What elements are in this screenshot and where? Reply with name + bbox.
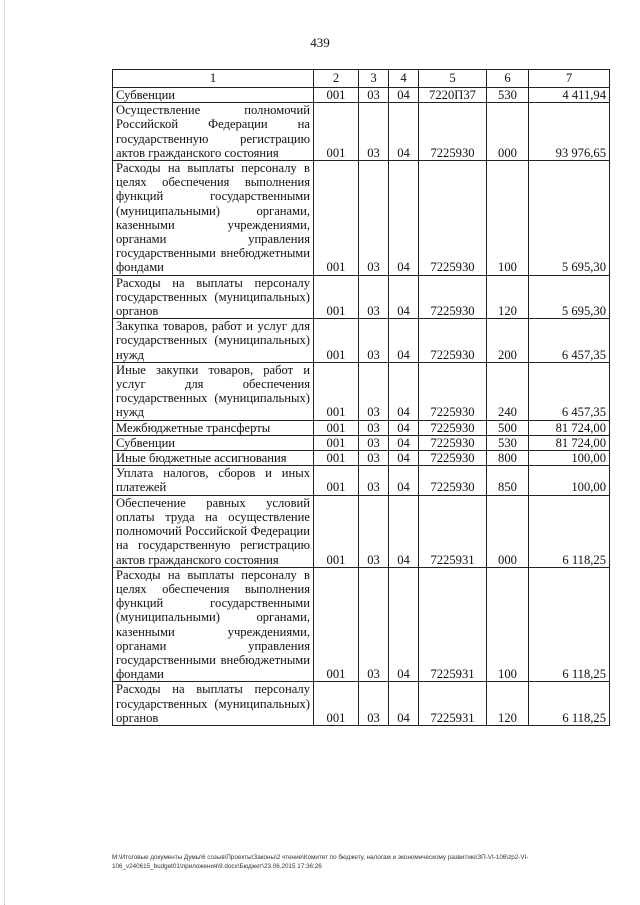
row-col-5: 7225930 [419,420,487,435]
row-col-5: 7225930 [419,319,487,363]
row-col-3: 03 [359,161,389,276]
row-col-2: 001 [314,420,359,435]
row-amount: 6 457,35 [529,319,610,363]
row-col-5: 7225930 [419,161,487,276]
row-amount: 5 695,30 [529,161,610,276]
row-name: Расходы на выплаты персоналу государственных (муниципальных) органов [113,275,314,319]
header-col-1: 1 [113,70,314,88]
file-path-footer: M:\Итоговые документы Думы\6 созыв\Проекты\Законы\2 чтение\Комитет по бюджету, налогам и экономическому развитию\ЗП-VI-106\zp2-VI-106_v240615_budget01\приложения\9.docx\Бюджет\23.06.2015 17:36:26 [112,854,529,870]
table-row [113,103,610,161]
row-col-5: 7225930 [419,275,487,319]
row-col-4: 04 [389,88,419,103]
table-row [113,435,610,450]
row-amount: 81 724,00 [529,420,610,435]
row-col-3: 03 [359,567,389,682]
table-row [113,567,610,682]
row-col-2: 001 [314,435,359,450]
row-col-6: 240 [487,362,529,420]
row-col-4: 04 [389,495,419,567]
row-name: Расходы на выплаты персоналу государственных (муниципальных) органов [113,682,314,726]
row-name: Субвенции [113,88,314,103]
row-col-4: 04 [389,362,419,420]
row-col-6: 000 [487,495,529,567]
row-col-6: 000 [487,103,529,161]
row-col-2: 001 [314,319,359,363]
row-col-2: 001 [314,362,359,420]
row-col-6: 850 [487,466,529,495]
row-col-4: 04 [389,682,419,726]
row-col-3: 03 [359,420,389,435]
row-col-6: 500 [487,420,529,435]
row-name: Субвенции [113,435,314,450]
row-col-5: 7225931 [419,567,487,682]
row-amount: 100,00 [529,466,610,495]
row-col-4: 04 [389,567,419,682]
row-col-2: 001 [314,103,359,161]
row-col-5: 7225931 [419,682,487,726]
table-row [113,161,610,276]
page-number: 439 [310,35,330,50]
row-col-6: 200 [487,319,529,363]
table-body [113,88,610,726]
table-row [113,682,610,726]
row-name: Иные закупки товаров, работ и услуг для обеспечения государственных (муниципальных) нужд [113,362,314,420]
row-col-3: 03 [359,682,389,726]
header-col-6: 6 [487,70,529,88]
row-name: Расходы на выплаты персоналу в целях обеспечения выполнения функций государственными (муниципальными) органами, казенными учреждениями, органами управления государственными внебюджетными фондами [113,161,314,276]
table-row [113,495,610,567]
header-col-5: 5 [419,70,487,88]
row-amount: 100,00 [529,451,610,466]
row-amount: 6 118,25 [529,682,610,726]
row-col-2: 001 [314,682,359,726]
table-row [113,451,610,466]
row-col-3: 03 [359,495,389,567]
row-col-3: 03 [359,466,389,495]
header-col-7: 7 [529,70,610,88]
row-col-6: 120 [487,275,529,319]
table-row [113,420,610,435]
row-col-3: 03 [359,103,389,161]
row-amount: 93 976,65 [529,103,610,161]
table-header-row [113,70,610,88]
header-col-4: 4 [389,70,419,88]
row-col-4: 04 [389,435,419,450]
row-col-5: 7225930 [419,451,487,466]
table-row [113,362,610,420]
row-name: Межбюджетные трансферты [113,420,314,435]
table-row [113,275,610,319]
table-row [113,319,610,363]
row-name: Расходы на выплаты персоналу в целях обеспечения выполнения функций государственными (муниципальными) органами, казенными учреждениями, органами управления государственными внебюджетными фондами [113,567,314,682]
row-col-6: 530 [487,435,529,450]
row-col-3: 03 [359,319,389,363]
row-col-2: 001 [314,466,359,495]
row-col-4: 04 [389,161,419,276]
row-col-3: 03 [359,451,389,466]
row-col-2: 001 [314,88,359,103]
row-col-4: 04 [389,451,419,466]
row-col-6: 120 [487,682,529,726]
row-col-3: 03 [359,362,389,420]
row-col-4: 04 [389,420,419,435]
table-row [113,88,610,103]
scan-edge [4,0,6,905]
row-amount: 4 411,94 [529,88,610,103]
row-col-6: 530 [487,88,529,103]
row-col-2: 001 [314,567,359,682]
row-col-5: 7225931 [419,495,487,567]
row-col-6: 100 [487,567,529,682]
row-col-5: 7225930 [419,466,487,495]
row-col-5: 7225930 [419,103,487,161]
row-col-6: 800 [487,451,529,466]
row-name: Закупка товаров, работ и услуг для государственных (муниципальных) нужд [113,319,314,363]
row-col-2: 001 [314,451,359,466]
row-amount: 6 118,25 [529,495,610,567]
row-col-5: 7225930 [419,435,487,450]
row-col-4: 04 [389,103,419,161]
row-col-4: 04 [389,275,419,319]
row-amount: 5 695,30 [529,275,610,319]
row-col-5: 7225930 [419,362,487,420]
row-col-2: 001 [314,161,359,276]
row-name: Обеспечение равных условий оплаты труда на осуществление полномочий Российской Федерации на государственную регистрацию актов гражданского состояния [113,495,314,567]
row-col-4: 04 [389,319,419,363]
header-col-3: 3 [359,70,389,88]
row-col-4: 04 [389,466,419,495]
row-name: Уплата налогов, сборов и иных платежей [113,466,314,495]
table-row [113,466,610,495]
row-col-5: 7220П37 [419,88,487,103]
row-amount: 6 457,35 [529,362,610,420]
row-amount: 81 724,00 [529,435,610,450]
row-col-3: 03 [359,88,389,103]
row-col-6: 100 [487,161,529,276]
row-name: Осуществление полномочий Российской Федерации на государственную регистрацию актов гражданского состояния [113,103,314,161]
row-amount: 6 118,25 [529,567,610,682]
row-col-3: 03 [359,275,389,319]
row-col-2: 001 [314,495,359,567]
row-col-2: 001 [314,275,359,319]
budget-table [112,69,610,726]
header-col-2: 2 [314,70,359,88]
row-col-3: 03 [359,435,389,450]
row-name: Иные бюджетные ассигнования [113,451,314,466]
